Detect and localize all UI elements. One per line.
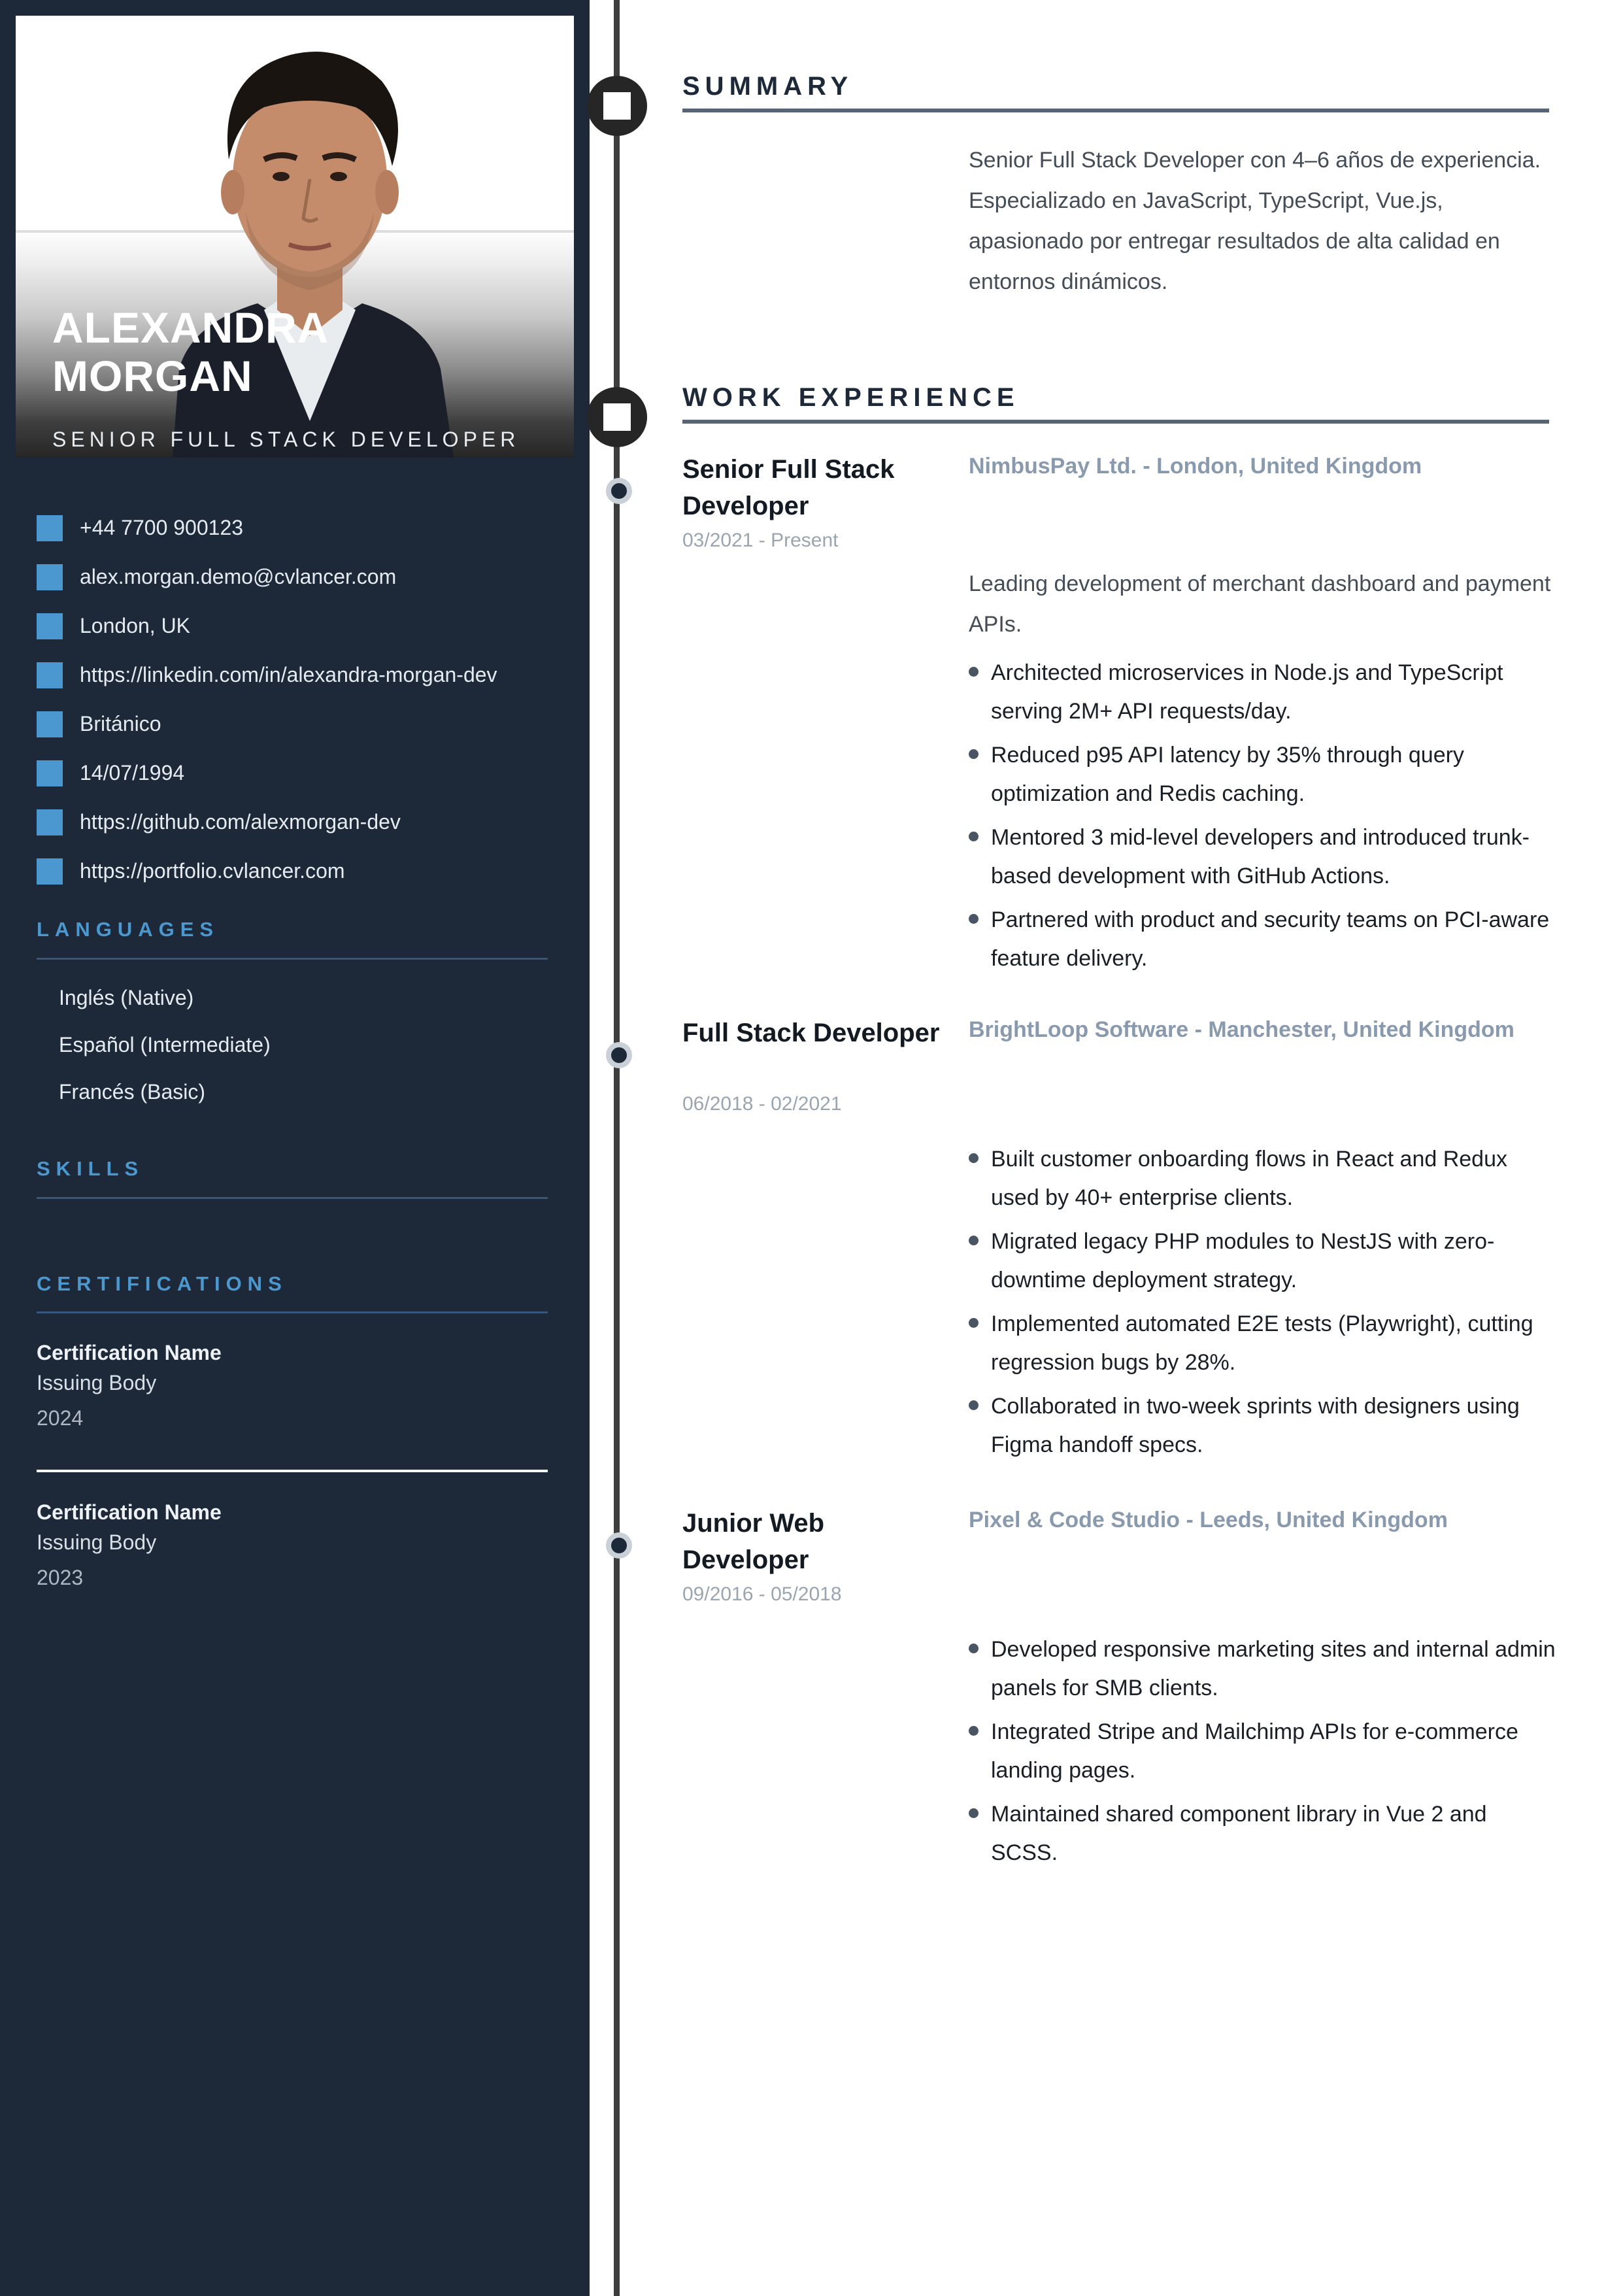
experience-heading: WORK EXPERIENCE <box>682 383 1020 412</box>
sidebar <box>0 0 590 2296</box>
language-item: Español (Intermediate) <box>59 1033 271 1056</box>
portfolio-icon <box>37 858 63 885</box>
location-icon <box>37 613 63 639</box>
experience-divider <box>682 420 1549 424</box>
certification-name: Certification Name <box>37 1500 222 1524</box>
job-bullet: Developed responsive marketing sites and internal admin panels for SMB clients. <box>969 1630 1557 1708</box>
linkedin-icon <box>37 662 63 688</box>
contact-item-location <box>37 601 573 650</box>
first-name: ALEXANDRA <box>52 303 329 352</box>
job-title: Junior Web Developer <box>682 1509 825 1574</box>
job-bullets <box>969 1630 1557 1878</box>
language-item: Inglés (Native) <box>59 986 194 1009</box>
certification-name: Certification Name <box>37 1341 222 1364</box>
timeline-line <box>614 0 620 2296</box>
email-icon <box>37 564 63 590</box>
languages-divider <box>37 958 548 960</box>
languages-heading: LANGUAGES <box>37 918 220 941</box>
certification-issuer: Issuing Body <box>37 1371 157 1394</box>
job-dates: 03/2021 - Present <box>682 530 839 551</box>
timeline-dot-icon <box>606 1532 632 1559</box>
certification-item <box>37 1497 560 1593</box>
contact-list <box>37 503 573 896</box>
contact-item-portfolio <box>37 847 573 896</box>
contact-nationality: Británico <box>80 712 161 735</box>
contact-item-linkedin <box>37 650 573 700</box>
job-title: Senior Full Stack Developer <box>682 455 895 520</box>
contact-portfolio[interactable]: https://portfolio.cvlancer.com <box>80 859 345 883</box>
summary-marker-icon <box>587 76 647 136</box>
job-bullet: Collaborated in two-week sprints with designers using Figma handoff specs. <box>969 1387 1557 1464</box>
job-bullet: Built customer onboarding flows in React and Redux used by 40+ enterprise clients. <box>969 1140 1557 1217</box>
skills-heading: SKILLS <box>37 1157 144 1180</box>
job-bullet: Architected microservices in Node.js and TypeScript serving 2M+ API requests/day. <box>969 654 1557 731</box>
job-bullet: Implemented automated E2E tests (Playwright), cutting regression bugs by 28%. <box>969 1305 1557 1382</box>
job-company: Pixel & Code Studio - Leeds, United Kingdom <box>969 1508 1448 1532</box>
certification-item <box>37 1338 560 1433</box>
certifications-heading: CERTIFICATIONS <box>37 1272 288 1295</box>
job-bullet: Maintained shared component library in Vue 2 and SCSS. <box>969 1795 1557 1872</box>
contact-item-phone <box>37 503 573 552</box>
contact-linkedin[interactable]: https://linkedin.com/in/alexandra-morgan-dev <box>80 663 497 686</box>
job-dates: 09/2016 - 05/2018 <box>682 1583 842 1605</box>
timeline-dot-icon <box>606 1042 632 1068</box>
job-bullet: Mentored 3 mid-level developers and introduced trunk-based development with GitHub Actions. <box>969 819 1557 896</box>
timeline-dot-icon <box>606 478 632 504</box>
job-bullets <box>969 654 1557 983</box>
job-company: BrightLoop Software - Manchester, United Kingdom <box>969 1017 1514 1042</box>
contact-phone[interactable]: +44 7700 900123 <box>80 516 244 539</box>
certification-separator <box>37 1470 548 1472</box>
certification-year: 2024 <box>37 1406 84 1430</box>
job-description: Leading development of merchant dashboard and payment APIs. <box>969 571 1551 637</box>
languages-list <box>59 981 271 1122</box>
last-name: MORGAN <box>52 352 253 400</box>
experience-marker-icon <box>587 387 647 447</box>
contact-item-github <box>37 798 573 847</box>
job-title: Full Stack Developer <box>682 1019 940 1047</box>
certification-issuer: Issuing Body <box>37 1530 157 1554</box>
job-bullets <box>969 1140 1557 1470</box>
nationality-icon <box>37 711 63 737</box>
job-company: NimbusPay Ltd. - London, United Kingdom <box>969 454 1422 479</box>
contact-item-nationality <box>37 700 573 749</box>
language-item: Francés (Basic) <box>59 1080 206 1104</box>
job-bullet: Integrated Stripe and Mailchimp APIs for e-commerce landing pages. <box>969 1713 1557 1790</box>
birthday-icon <box>37 760 63 786</box>
contact-item-email <box>37 552 573 601</box>
github-icon <box>37 809 63 836</box>
job-role: SENIOR FULL STACK DEVELOPER <box>52 428 520 451</box>
certification-year: 2023 <box>37 1566 84 1589</box>
summary-heading: SUMMARY <box>682 72 854 101</box>
profile-photo-card <box>16 16 574 458</box>
job-bullet: Partnered with product and security teams on PCI-aware feature delivery. <box>969 901 1557 978</box>
phone-icon <box>37 515 63 541</box>
skills-divider <box>37 1197 548 1199</box>
summary-divider <box>682 109 1549 112</box>
contact-item-birthdate <box>37 749 573 798</box>
contact-email[interactable]: alex.morgan.demo@cvlancer.com <box>80 565 397 588</box>
summary-text: Senior Full Stack Developer con 4–6 años de experiencia. Especializado en JavaScript, TypeScript, Vue.js, apasionado por entregar resultados de alta calidad en entornos dinámicos. <box>969 148 1541 294</box>
full-name <box>52 303 329 400</box>
job-bullet: Migrated legacy PHP modules to NestJS with zero-downtime deployment strategy. <box>969 1223 1557 1300</box>
contact-birthdate: 14/07/1994 <box>80 761 185 785</box>
job-bullet: Reduced p95 API latency by 35% through query optimization and Redis caching. <box>969 736 1557 813</box>
job-dates: 06/2018 - 02/2021 <box>682 1093 842 1115</box>
certifications-divider <box>37 1311 548 1313</box>
contact-location: London, UK <box>80 614 191 637</box>
contact-github[interactable]: https://github.com/alexmorgan-dev <box>80 810 401 834</box>
